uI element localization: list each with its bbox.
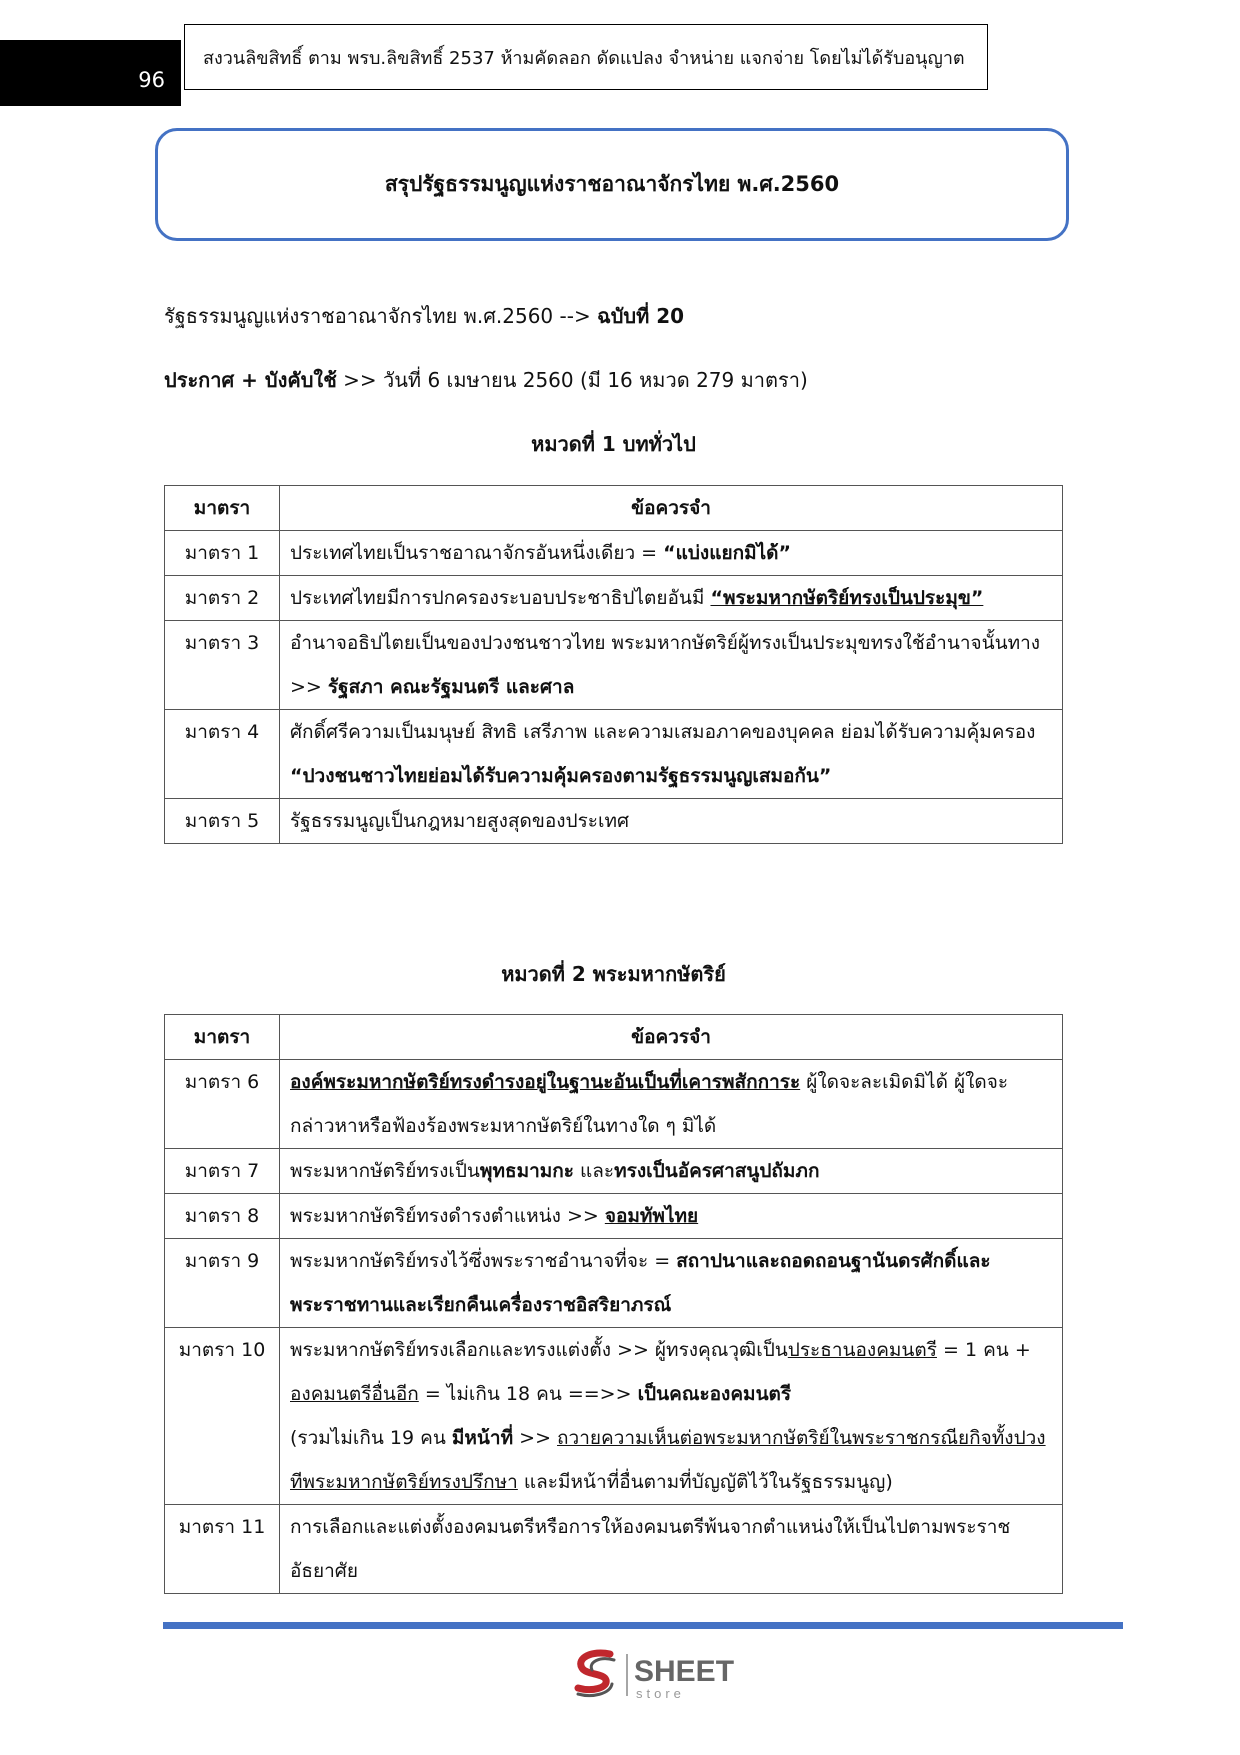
article-note: พระมหากษัตริย์ทรงดำรงตำแหน่ง >> จอมทัพไทย: [280, 1194, 1063, 1239]
article-note: อำนาจอธิปไตยเป็นของปวงชนชาวไทย พระมหากษัตริย์ผู้ทรงเป็นประมุขทรงใช้อำนาจนั้นทาง >> รัฐสภา คณะรัฐมนตรี และศาล: [280, 621, 1063, 710]
article-note: ศักดิ์ศรีความเป็นมนุษย์ สิทธิ เสรีภาพ และความเสมอภาคของบุคคล ย่อมได้รับความคุ้มครอง “ปวงชนชาวไทยย่อมได้รับความคุ้มครองตามรัฐธรรมนูญเสมอกัน”: [280, 710, 1063, 799]
table-row: [165, 621, 1063, 710]
table-row: [165, 1149, 1063, 1194]
logo-text: SHEET: [634, 1655, 735, 1688]
document-title-box: [155, 128, 1069, 241]
chapter-1-heading: หมวดที่ 1 บททั่วไป: [531, 432, 696, 456]
constitution-edition-line: [164, 300, 684, 332]
promulgation-date: >> วันที่ 6 เมษายน 2560 (มี 16 หมวด 279 มาตรา): [336, 368, 808, 392]
article-number: มาตรา 9: [165, 1239, 280, 1328]
article-number: มาตรา 6: [165, 1060, 280, 1149]
article-note: ประเทศไทยมีการปกครองระบอบประชาธิปไตยอันมี “พระมหากษัตริย์ทรงเป็นประมุข”: [280, 576, 1063, 621]
table-row: [165, 710, 1063, 799]
article-note: พระมหากษัตริย์ทรงไว้ซึ่งพระราชอำนาจที่จะ = สถาปนาและถอดถอนฐานันดรศักดิ์และพระราชทานและเรียกคืนเครื่องราชอิสริยาภรณ์: [280, 1239, 1063, 1328]
article-number: มาตรา 10: [165, 1328, 280, 1505]
table-row: [165, 576, 1063, 621]
article-number: มาตรา 5: [165, 799, 280, 844]
article-note: รัฐธรรมนูญเป็นกฎหมายสูงสุดของประเทศ: [280, 799, 1063, 844]
table-row: [165, 1328, 1063, 1505]
chapter-1-table: [164, 485, 1063, 844]
table-row: [165, 531, 1063, 576]
copyright-notice: [184, 24, 988, 90]
logo-subtext: store: [636, 1686, 685, 1701]
article-number: มาตรา 3: [165, 621, 280, 710]
edition-number: ฉบับที่ 20: [597, 304, 685, 328]
promulgation-line: [164, 364, 808, 396]
promulgation-label: ประกาศ + บังคับใช้: [164, 368, 337, 392]
article-note: พระมหากษัตริย์ทรงเลือกและทรงแต่งตั้ง >> ผู้ทรงคุณวุฒิเป็นประธานองคมนตรี = 1 คน + องคมนตรีอื่นอีก = ไม่เกิน 18 คน ==>> เป็นคณะองคมนตรี (รวมไม่เกิน 19 คน มีหน้าที่ >> ถวายความเห็นต่อพระมหากษัตริย์ในพระราชกรณียกิจทั้งปวงทีพระมหากษัตริย์ทรงปรึกษา และมีหน้าที่อื่นตามที่บัญญัติไว้ในรัฐธรรมนูญ): [280, 1328, 1063, 1505]
sheet-store-logo: [570, 1646, 740, 1702]
article-number: มาตรา 2: [165, 576, 280, 621]
page-number: 96: [138, 68, 165, 92]
column-header-article: มาตรา: [165, 486, 280, 531]
article-number: มาตรา 1: [165, 531, 280, 576]
logo-s-mark-icon: [578, 1653, 614, 1696]
column-header-note: ข้อควรจำ: [280, 1015, 1063, 1060]
article-number: มาตรา 8: [165, 1194, 280, 1239]
chapter-2-heading: หมวดที่ 2 พระมหากษัตริย์: [501, 962, 726, 986]
table-header-row: [165, 486, 1063, 531]
article-note: องค์พระมหากษัตริย์ทรงดำรงอยู่ในฐานะอันเป็นที่เคารพสักการะ ผู้ใดจะละเมิดมิได้ ผู้ใดจะกล่าวหาหรือฟ้องร้องพระมหากษัตริย์ในทางใด ๆ มิได้: [280, 1060, 1063, 1149]
article-number: มาตรา 11: [165, 1505, 280, 1594]
column-header-note: ข้อควรจำ: [280, 486, 1063, 531]
footer-divider: [163, 1622, 1123, 1629]
article-note: ประเทศไทยเป็นราชอาณาจักรอันหนึ่งเดียว = “แบ่งแยกมิได้”: [280, 531, 1063, 576]
chapter-2-table: [164, 1014, 1063, 1594]
table-header-row: [165, 1015, 1063, 1060]
table-row: [165, 1060, 1063, 1149]
column-header-article: มาตรา: [165, 1015, 280, 1060]
table-row: [165, 1505, 1063, 1594]
document-title: สรุปรัฐธรรมนูญแห่งราชอาณาจักรไทย พ.ศ.2560: [384, 172, 840, 196]
article-note: การเลือกและแต่งตั้งองคมนตรีหรือการให้องคมนตรีพ้นจากตำแหน่งให้เป็นไปตามพระราชอัธยาศัย: [280, 1505, 1063, 1594]
article-number: มาตรา 7: [165, 1149, 280, 1194]
table-row: [165, 1194, 1063, 1239]
edition-text: รัฐธรรมนูญแห่งราชอาณาจักรไทย พ.ศ.2560 -->: [164, 304, 598, 328]
table-row: [165, 799, 1063, 844]
copyright-text: สงวนลิขสิทธิ์ ตาม พรบ.ลิขสิทธิ์ 2537 ห้ามคัดลอก ดัดแปลง จำหน่าย แจกจ่าย โดยไม่ได้รับอนุญาต: [203, 47, 965, 69]
article-number: มาตรา 4: [165, 710, 280, 799]
table-row: [165, 1239, 1063, 1328]
page-number-box: [0, 40, 181, 106]
article-note: พระมหากษัตริย์ทรงเป็นพุทธมามกะ และทรงเป็นอัครศาสนูปถัมภก: [280, 1149, 1063, 1194]
